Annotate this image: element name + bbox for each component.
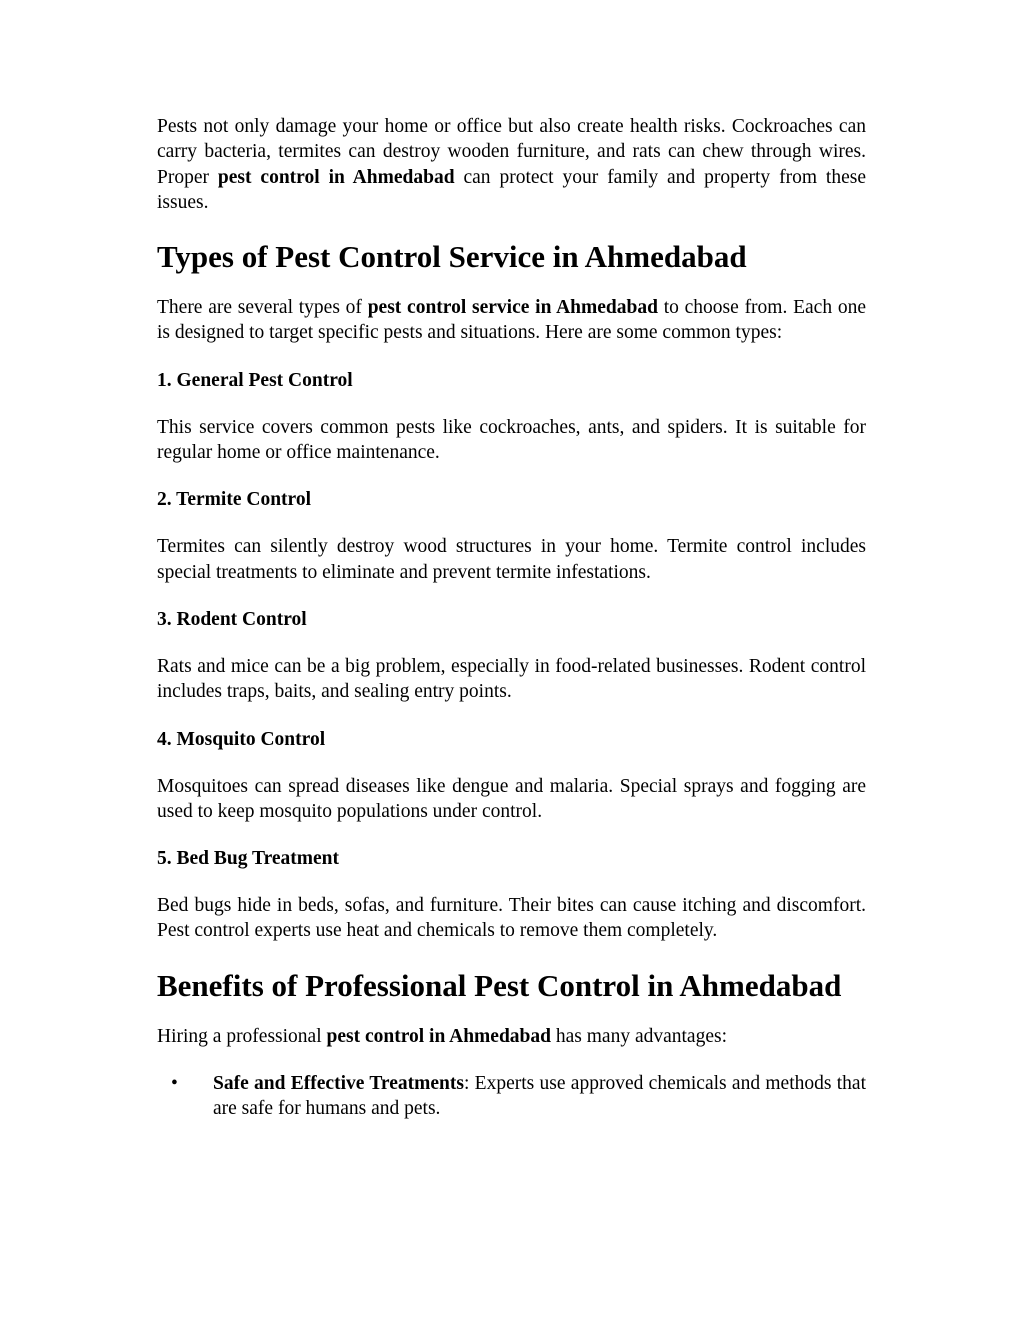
benefits-intro-text-b: has many advantages: — [551, 1025, 727, 1047]
intro-bold-term: pest control in Ahmedabad — [217, 166, 455, 188]
intro-text-a: Pests not only damage your home or office but also create health risks. Cockroaches can carry bacteria, termites can destroy wooden furniture, and rats can chew through wires. Proper — [157, 116, 866, 188]
type-title-general: 1. General Pest Control — [157, 369, 353, 391]
type-body-mosquito: Mosquitoes can spread diseases like dengue and malaria. Special sprays and fogging are used to keep mosquito populations under control. — [157, 775, 866, 822]
type-title-bed-bug: 5. Bed Bug Treatment — [157, 848, 340, 870]
types-heading: Types of Pest Control Service in Ahmedabad — [157, 239, 747, 275]
type-title-rodent: 3. Rodent Control — [157, 608, 307, 630]
types-intro-text-b: to choose from. Each one is designed to target specific pests and situations. Here are some common types: — [157, 297, 866, 344]
benefits-intro-bold-term: pest control in Ahmedabad — [326, 1025, 551, 1047]
types-intro-bold-term: pest control service in Ahmedabad — [367, 297, 658, 319]
benefits-intro-text-a: Hiring a professional — [157, 1025, 327, 1047]
type-title-termite: 2. Termite Control — [157, 489, 312, 511]
document-page — [157, 114, 866, 1122]
benefits-heading: Benefits of Professional Pest Control in Ahmedabad — [157, 967, 842, 1003]
list-item — [157, 1071, 866, 1122]
type-body-termite: Termites can silently destroy wood structures in your home. Termite control includes special treatments to eliminate and prevent termite infestations. — [157, 536, 866, 583]
type-title-mosquito: 4. Mosquito Control — [157, 728, 326, 750]
type-body-rodent: Rats and mice can be a big problem, especially in food-related businesses. Rodent control includes traps, baits, and sealing entry points. — [157, 655, 866, 703]
bullet-icon: • — [171, 1073, 178, 1095]
type-body-bed-bug: Bed bugs hide in beds, sofas, and furniture. Their bites can cause itching and discomfort. Pest control experts use heat and chemicals to remove them completely. — [157, 895, 866, 942]
types-intro-paragraph — [157, 295, 866, 346]
intro-paragraph — [157, 114, 866, 215]
benefit-title: Safe and Effective Treatments — [213, 1073, 464, 1095]
types-intro-text-a: There are several types of — [157, 297, 368, 319]
intro-text-b: can protect your family and property from these issues. — [157, 166, 866, 213]
benefits-intro-paragraph — [157, 1024, 866, 1049]
benefit-body: : Experts use approved chemicals and methods that are safe for humans and pets. — [213, 1073, 866, 1120]
type-body-general: This service covers common pests like cockroaches, ants, and spiders. It is suitable for regular home or office maintenance. — [157, 416, 866, 464]
benefits-list — [157, 1071, 866, 1122]
